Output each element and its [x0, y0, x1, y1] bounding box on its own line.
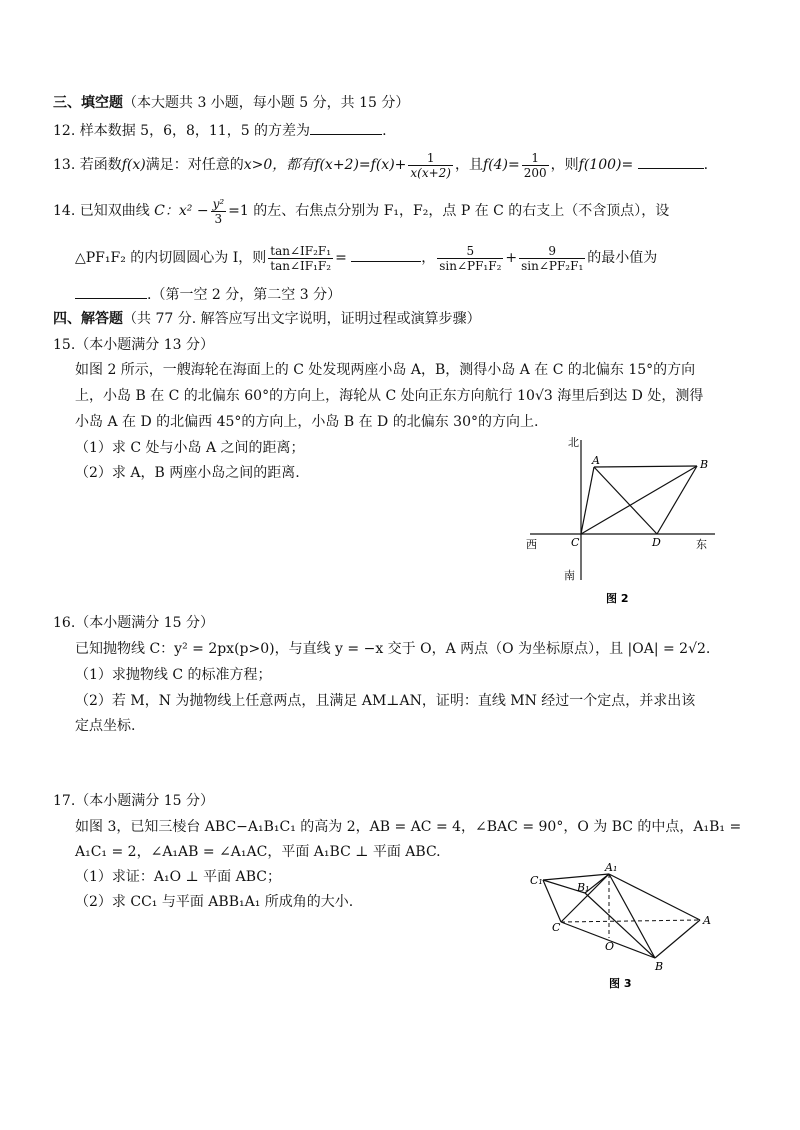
q14-frac4-num: 9	[548, 243, 557, 258]
question-14-line-1	[53, 196, 669, 226]
fig3-label-B: B	[655, 960, 664, 973]
fig2-label-west: 西	[526, 538, 537, 551]
fig2-label-C: C	[571, 536, 580, 549]
q16-subquestion-1: （1）求抛物线 C 的标准方程；	[75, 667, 272, 683]
question-14-line-3	[75, 284, 341, 304]
q14-frac2-den: tan∠IF₁F₂	[270, 258, 332, 273]
q12-end: .	[382, 123, 387, 139]
q14-number: 14.	[53, 203, 76, 219]
fig2-label-D: D	[652, 536, 661, 549]
fig2-segment-DB	[657, 466, 697, 534]
fig3-edge-A1B	[609, 874, 655, 958]
fig3-edge-BA	[655, 920, 700, 958]
q14-fraction-3	[437, 244, 503, 273]
q13-text-g: f(4)=	[482, 157, 520, 173]
q14-fraction-4	[519, 244, 585, 273]
figure-3	[525, 860, 725, 995]
q14-line3: .（第一空 2 分，第二空 3 分）	[147, 287, 342, 303]
q14-answer-blank-1[interactable]	[351, 247, 421, 262]
q16-number: 16.	[53, 615, 76, 631]
question-13	[53, 150, 708, 180]
q14-line1-b: C：x² −	[154, 203, 209, 219]
q14-frac4-den: sin∠PF₂F₁	[521, 258, 584, 273]
q13-text-c: 满足：对任意的	[145, 157, 244, 173]
q13-text-i: f(100)=	[578, 157, 634, 173]
q13-text-b: f(x)	[121, 157, 146, 173]
fig2-label-B: B	[700, 458, 709, 471]
q13-frac1-den: x(x+2)	[410, 165, 451, 180]
section3-note: （本大题共 3 小题，每小题 5 分，共 15 分）	[123, 95, 410, 111]
q14-line2-c: ，	[421, 250, 436, 266]
q17-header	[53, 792, 214, 810]
q14-frac1-den: 3	[211, 211, 227, 226]
fig2-segment-CA	[581, 467, 594, 534]
q17-subquestion-2: （2）求 CC₁ 与平面 ABB₁A₁ 所成角的大小.	[75, 894, 354, 910]
q15-paragraph-1: 如图 2 所示，一艘海轮在海面上的 C 处发现两座小岛 A，B，测得小岛 A 在 C 的北偏东 15°的方向	[75, 362, 696, 378]
q13-fraction-2	[522, 151, 549, 180]
q15-score: （本小题满分 13 分）	[75, 337, 214, 353]
q17-number: 17.	[53, 793, 76, 809]
q15-paragraph-2: 上，小岛 B 在 C 的北偏东 60°的方向上，海轮从 C 处向正东方向航行 10√3 海里后到达 D 处，测得	[75, 388, 704, 404]
fig2-label-north: 北	[568, 436, 579, 449]
q14-line1-a: 已知双曲线	[79, 203, 150, 219]
q13-text-d: x>0，都有	[243, 157, 315, 173]
q15-header	[53, 336, 214, 354]
q17-paragraph-1: 如图 3，已知三棱台 ABC−A₁B₁C₁ 的高为 2，AB = AC = 4，∠BAC = 90°，O 为 BC 的中点，A₁B₁ =	[75, 819, 742, 835]
q17-subquestion-1: （1）求证：A₁O ⊥ 平面 ABC；	[75, 869, 281, 885]
q14-line2-d: +	[505, 250, 518, 266]
section3-heading	[53, 94, 409, 112]
section4-title: 四、解答题	[53, 311, 123, 327]
fig2-caption: 图 2	[606, 592, 629, 605]
q14-line1-c: =1 的左、右焦点分别为	[228, 203, 380, 219]
q13-end: .	[703, 157, 709, 173]
q14-fraction-2	[268, 244, 333, 273]
q12-answer-blank[interactable]	[310, 120, 382, 135]
q16-score: （本小题满分 15 分）	[75, 615, 214, 631]
q14-line2-b: =	[335, 250, 347, 266]
q16-subquestion-2b: 定点坐标.	[75, 718, 136, 734]
q17-paragraph-2: A₁C₁ = 2，∠A₁AB = ∠A₁AC，平面 A₁BC ⊥ 平面 ABC.	[75, 844, 441, 860]
section4-heading	[53, 310, 481, 328]
q13-frac1-num: 1	[426, 150, 435, 165]
q14-line1-d: F₁，F₂，点 P 在 C 的右支上（不含顶点），设	[383, 203, 670, 219]
q13-text-e: f(x+2)=f(x)+	[314, 157, 407, 173]
q16-subquestion-2a: （2）若 M，N 为抛物线上任意两点，且满足 AM⊥AN，证明：直线 MN 经过一个定点，并求出该	[75, 693, 696, 709]
q12-number: 12.	[53, 123, 76, 139]
fig3-edge-A1A	[609, 874, 700, 920]
q14-frac3-den: sin∠PF₁F₂	[439, 258, 502, 273]
q15-subquestion-2: （2）求 A，B 两座小岛之间的距离.	[75, 465, 300, 481]
section3-title: 三、填空题	[53, 95, 123, 111]
q15-number: 15.	[53, 337, 76, 353]
q13-text-a: 若函数	[79, 157, 122, 173]
figure-2	[520, 430, 720, 610]
q14-fraction-1	[211, 197, 227, 226]
fig3-edge-CA-hidden	[561, 920, 700, 922]
fig3-caption: 图 3	[609, 977, 632, 990]
fig3-label-A: A	[703, 914, 711, 927]
question-14-line-2	[75, 240, 657, 276]
question-12	[53, 120, 387, 140]
q16-paragraph-1: 已知抛物线 C：y² = 2px(p>0)，与直线 y = −x 交于 O，A 两点（O 为坐标原点），且 |OA| = 2√2.	[75, 641, 711, 657]
fig2-label-A: A	[592, 454, 600, 467]
fig3-label-O: O	[605, 940, 615, 953]
section4-note: （共 77 分. 解答应写出文字说明，证明过程或演算步骤）	[123, 311, 481, 327]
q15-paragraph-3: 小岛 A 在 D 的北偏西 45°的方向上，小岛 B 在 D 的北偏东 30°的方向上.	[75, 414, 539, 430]
q13-frac2-num: 1	[531, 150, 539, 165]
fig3-label-B1: B₁	[577, 881, 590, 894]
q16-header	[53, 614, 214, 632]
q14-answer-blank-2[interactable]	[75, 284, 147, 299]
q12-text: 样本数据 5，6，8，11，5 的方差为	[79, 123, 311, 139]
q13-answer-blank[interactable]	[638, 154, 704, 169]
q14-line2-a: △PF₁F₂ 的内切圆圆心为 I，则	[75, 250, 267, 266]
fig2-segment-AB	[594, 466, 697, 467]
fig3-edge-C1C	[543, 880, 561, 922]
q13-fraction-1	[408, 151, 453, 180]
q15-subquestion-1: （1）求 C 处与小岛 A 之间的距离；	[75, 440, 305, 456]
q13-frac2-den: 200	[523, 165, 547, 180]
q14-line2-e: 的最小值为	[587, 250, 658, 266]
q14-frac2-num: tan∠IF₂F₁	[270, 243, 332, 258]
fig3-label-A1: A₁	[605, 861, 618, 874]
fig3-label-C1: C₁	[530, 874, 543, 887]
q13-text-h: ，则	[550, 157, 579, 173]
q13-number: 13.	[53, 157, 76, 173]
fig2-segment-AD	[594, 467, 657, 534]
fig3-edge-C1A1	[543, 874, 609, 880]
q14-frac1-num: y²	[212, 196, 225, 211]
q17-score: （本小题满分 15 分）	[75, 793, 214, 809]
fig3-label-C: C	[552, 921, 561, 934]
fig2-label-south: 南	[564, 569, 575, 582]
fig2-segment-CB	[581, 466, 697, 534]
fig2-label-east: 东	[696, 538, 707, 551]
fig3-edge-B1B	[585, 893, 655, 958]
q14-frac3-num: 5	[466, 243, 475, 258]
q13-text-f: ，且	[454, 157, 483, 173]
